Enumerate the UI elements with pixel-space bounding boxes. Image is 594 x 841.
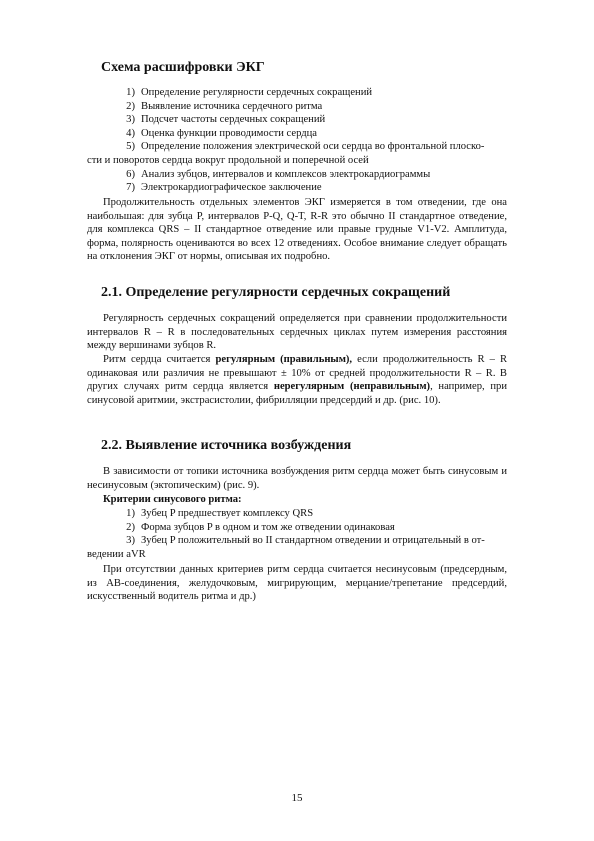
list-item-continuation: ведении aVR [87, 548, 146, 560]
section1-paragraph-2: Ритм сердца считается регулярным (правильным), если продолжительность R – R одинаковая или различия не превышают ± 10% от средней продолжительности R – R. В других случаях ритм сердца является нерегулярным (неправильным), например, при синусовой аритмии, экстрасистолии, фибрилляции предсердий и др. (рис. 10). [87, 354, 508, 406]
section-heading-2-1: 2.1. Определение регулярности сердечных сокращений [101, 285, 451, 300]
section-heading-2-2: 2.2. Выявление источника возбуждения [101, 438, 352, 453]
list-item: 5) Определение положения электрической оси сердца во фронтальной плоско- [126, 141, 485, 153]
list-item: 3) Зубец P положительный во II стандартном отведении и отрицательный в от- [126, 535, 485, 547]
section2-paragraph-2: При отсутствии данных критериев ритм сердца считается несинусовым (предсердным, из АВ-соединения, желудочковым, мигрирующим, мерцание/трепетание предсердий, искусственный водитель ритма и др.) [87, 564, 507, 603]
page-title: Схема расшифровки ЭКГ [101, 60, 265, 75]
criteria-title: Критерии синусового ритма: [103, 494, 242, 505]
criteria-list [87, 507, 507, 561]
list-item-continuation: сти и поворотов сердца вокруг продольной и поперечной осей [87, 154, 369, 166]
section1-paragraph-1: Регулярность сердечных сокращений определяется при сравнении продолжительности интервалов R – R в последовательных сердечных циклах путем измерения расстояния между вершинами зубцов R. [87, 313, 507, 352]
section2-paragraph-1: В зависимости от топики источника возбуждения ритм сердца может быть синусовым и несинусовым (эктопическим) (рис. 9). [87, 466, 507, 491]
list-item: 2) Выявление источника сердечного ритма [126, 100, 323, 112]
list-item: 1) Определение регулярности сердечных сокращений [126, 87, 373, 98]
scheme-list [87, 86, 507, 195]
page-number: 15 [291, 792, 303, 804]
list-item: 4) Оценка функции проводимости сердца [126, 127, 318, 139]
list-item: 7) Электрокардиографическое заключение [126, 182, 322, 194]
list-item: 2) Форма зубцов P в одном и том же отведении одинаковая [126, 521, 395, 533]
list-item: 1) Зубец P предшествует комплексу QRS [126, 508, 314, 519]
list-item: 6) Анализ зубцов, интервалов и комплексов электрокардиограммы [126, 168, 431, 180]
list-item: 3) Подсчет частоты сердечных сокращений [126, 114, 326, 126]
intro-paragraph: Продолжительность отдельных элементов ЭКГ измеряется в том отведении, где она наибольшая: для зубца P, интервалов P-Q, Q-T, R-R это обычно II стандартное отведение, для комплекса QRS – II стандартное отведение или правые грудные V1-V2. Амплитуда, форма, полярность оцениваются во всех 12 отведениях. Особое внимание следует обращать на отклонения ЭКГ от нормы, описывая их подробно. [87, 197, 507, 263]
